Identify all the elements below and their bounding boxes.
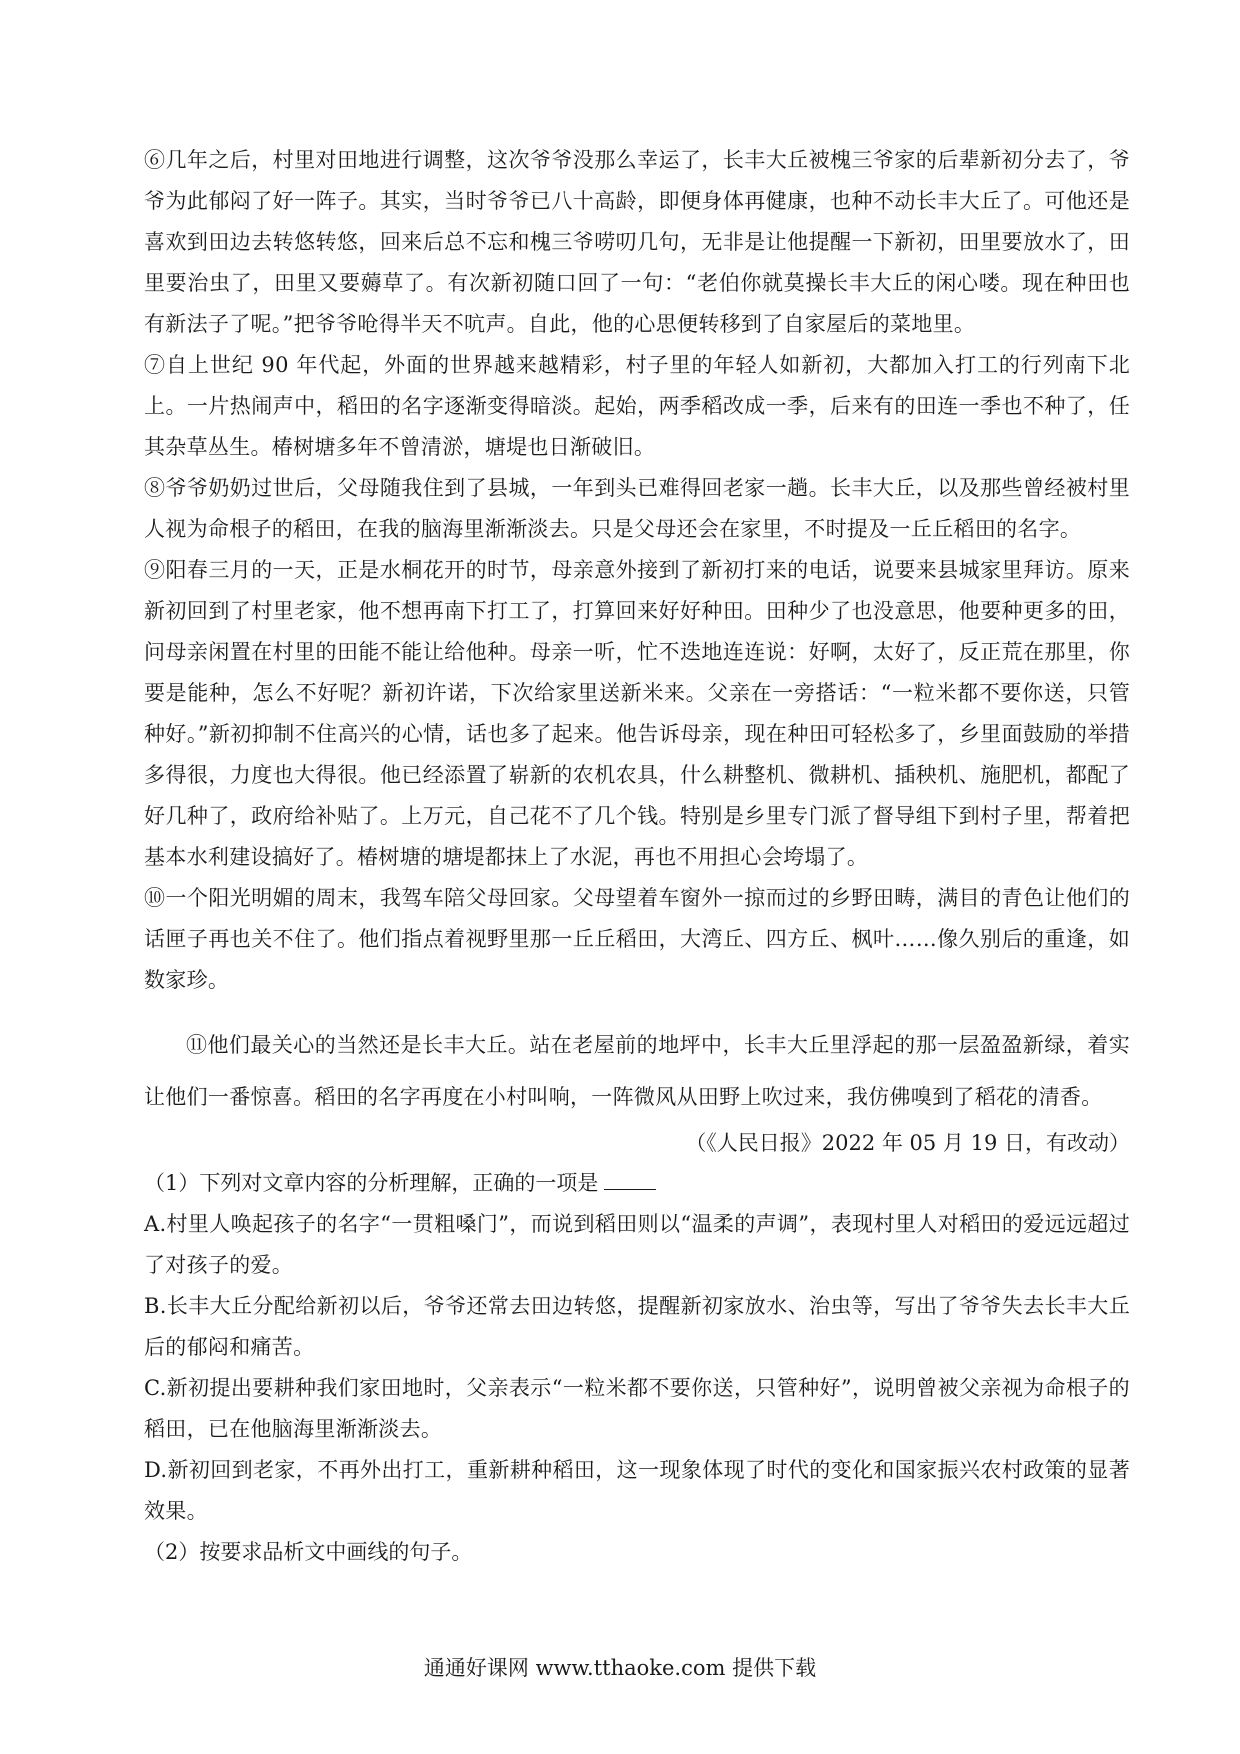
- paragraph-8: ⑧爷爷奶奶过世后，父母随我住到了县城，一年到头已难得回老家一趟。长丰大丘，以及那些曾经被村里人视为命根子的稻田，在我的脑海里渐渐淡去。只是父母还会在家里，不时提及一丘丘稻田的名字。: [144, 476, 1130, 541]
- option-d: D.新初回到老家，不再外出打工，重新耕种稻田，这一现象体现了时代的变化和国家振兴农村政策的显著效果。: [144, 1458, 1130, 1523]
- question-2-stem: （2）按要求品析文中画线的句子。: [144, 1540, 473, 1564]
- paragraph-10: ⑩一个阳光明媚的周末，我驾车陪父母回家。父母望着车窗外一掠而过的乡野田畴，满目的青色让他们的话匣子再也关不住了。他们指点着视野里那一丘丘稻田，大湾丘、四方丘、枫叶……像久别后的重逢，如数家珍。: [144, 886, 1130, 992]
- answer-blank: [604, 1169, 656, 1190]
- question-1-text: （1）下列对文章内容的分析理解，正确的一项是: [144, 1171, 599, 1195]
- option-a: A.村里人唤起孩子的名字“一贯粗嗓门”，而说到稻田则以“温柔的声调”，表现村里人对稻田的爱远远超过了对孩子的爱。: [144, 1212, 1130, 1277]
- question-1-stem: [144, 1163, 1130, 1204]
- page-footer: 通通好课网 www.tthaoke.com 提供下载: [423, 1656, 817, 1680]
- article-source: （《人民日报》2022 年 05 月 19 日，有改动）: [685, 1131, 1130, 1155]
- option-b: B.长丰大丘分配给新初以后，爷爷还常去田边转悠，提醒新初家放水、治虫等，写出了爷爷失去长丰大丘后的郁闷和痛苦。: [144, 1294, 1130, 1359]
- document-body: [144, 140, 1130, 1573]
- paragraph-9: ⑨阳春三月的一天，正是水桐花开的时节，母亲意外接到了新初打来的电话，说要来县城家里拜访。原来新初回到了村里老家，他不想再南下打工了，打算回来好好种田。田种少了也没意思，他要种更多的田，问母亲闲置在村里的田能不能让给他种。母亲一听，忙不迭地连连说：好啊，太好了，反正荒在那里，你要是能种，怎么不好呢？新初许诺，下次给家里送新米来。父亲在一旁搭话：“一粒米都不要你送，只管种好。”新初抑制不住高兴的心情，话也多了起来。他告诉母亲，现在种田可轻松多了，乡里面鼓励的举措多得很，力度也大得很。他已经添置了崭新的农机农具，什么耕整机、微耕机、插秧机、施肥机，都配了好几种了，政府给补贴了。上万元，自己花不了几个钱。特别是乡里专门派了督导组下到村子里，帮着把基本水利建设搞好了。椿树塘的塘堤都抹上了水泥，再也不用担心会垮塌了。: [144, 558, 1130, 869]
- paragraph-6: ⑥几年之后，村里对田地进行调整，这次爷爷没那么幸运了，长丰大丘被槐三爷家的后辈新初分去了，爷爷为此郁闷了好一阵子。其实，当时爷爷已八十高龄，即便身体再健康，也种不动长丰大丘了。可他还是喜欢到田边去转悠转悠，回来后总不忘和槐三爷唠叨几句，无非是让他提醒一下新初，田里要放水了，田里要治虫了，田里又要薅草了。有次新初随口回了一句：“老伯你就莫操长丰大丘的闲心喽。现在种田也有新法子了呢。”把爷爷呛得半天不吭声。自此，他的心思便转移到了自家屋后的菜地里。: [144, 148, 1130, 336]
- paragraph-7: ⑦自上世纪 90 年代起，外面的世界越来越精彩，村子里的年轻人如新初，大都加入打工的行列南下北上。一片热闹声中，稻田的名字逐渐变得暗淡。起始，两季稻改成一季，后来有的田连一季也不种了，任其杂草丛生。椿树塘多年不曾清淤，塘堤也日渐破旧。: [144, 353, 1130, 459]
- paragraph-11: ⑪他们最关心的当然还是长丰大丘。站在老屋前的地坪中，长丰大丘里浮起的那一层盈盈新绿，着实让他们一番惊喜。稻田的名字再度在小村叫响，一阵微风从田野上吹过来，我仿佛嗅到了稻花的清香。: [144, 1033, 1130, 1109]
- option-c: C.新初提出要耕种我们家田地时，父亲表示“一粒米都不要你送，只管种好”，说明曾被父亲视为命根子的稻田，已在他脑海里渐渐淡去。: [144, 1376, 1130, 1441]
